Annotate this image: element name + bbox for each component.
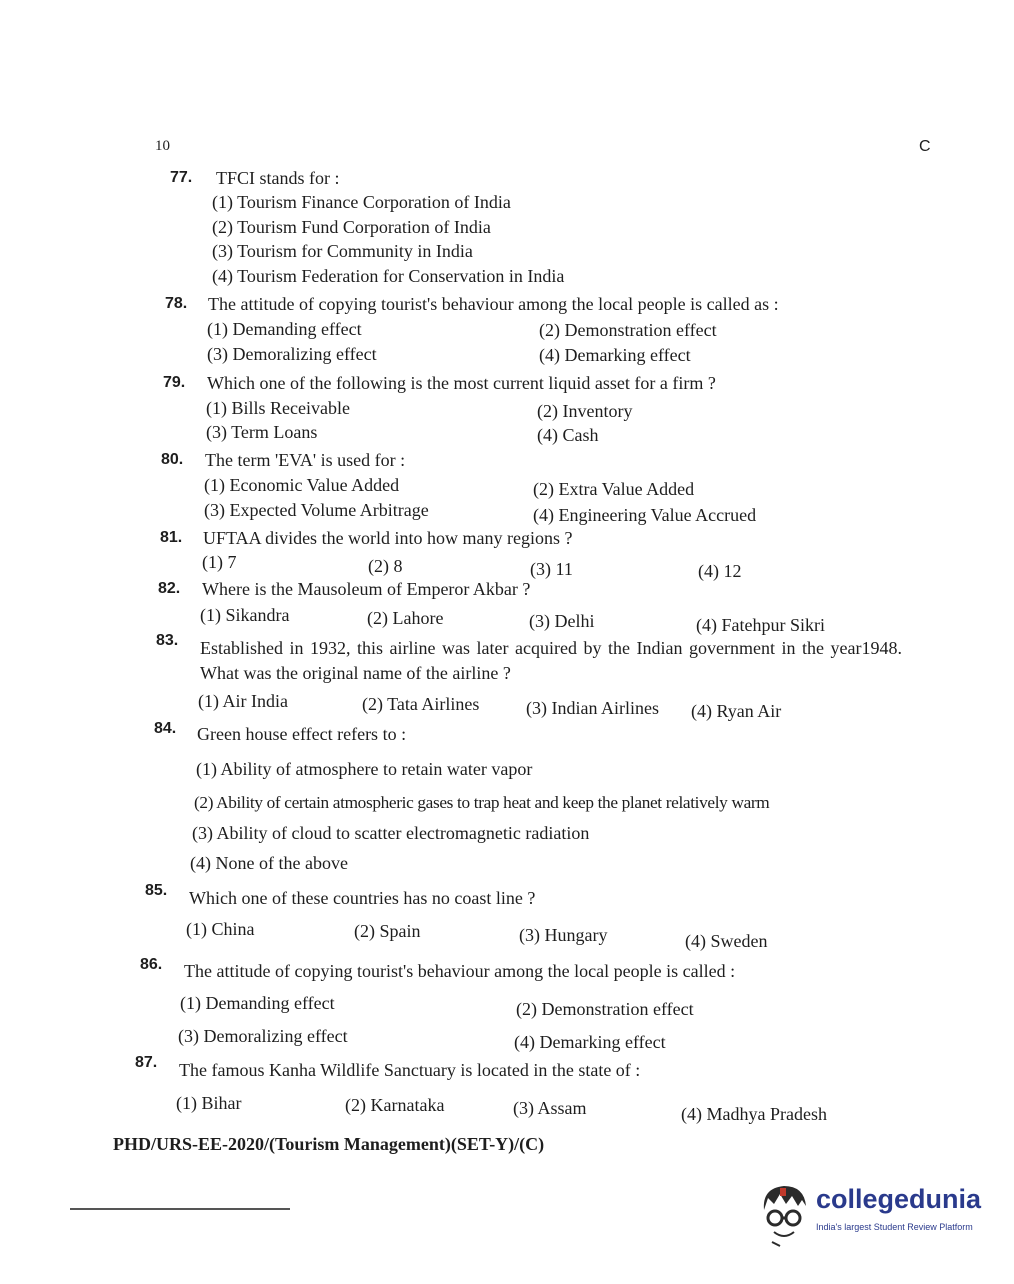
option-3: (3) Demoralizing effect [178,1026,348,1046]
question-stem: Green house effect refers to : [197,724,407,744]
question-number: 80. [161,451,184,468]
question-77 [170,167,870,287]
option-4: (4) Engineering Value Accrued [533,505,757,525]
question-80 [161,449,881,529]
option-2: (2) Tourism Fund Corporation of India [212,217,491,237]
option-4: (4) Demarking effect [539,345,691,365]
option-3: (3) Term Loans [206,422,318,442]
question-number: 81. [160,529,183,546]
set-code: C [919,138,931,155]
question-stem: UFTAA divides the world into how many regions ? [203,528,573,548]
option-2: (2) Inventory [537,401,633,421]
option-2: (2) Ability of certain atmospheric gases to trap heat and keep the planet relatively warm [194,793,770,812]
question-number: 77. [170,169,193,186]
option-1: (1) Tourism Finance Corporation of India [212,192,511,212]
collegedunia-logo [758,1180,988,1250]
option-4: (4) None of the above [190,853,348,873]
page-number: 10 [155,138,170,154]
question-stem: TFCI stands for : [216,168,340,188]
option-3: (3) Demoralizing effect [207,344,377,364]
question-stem: The attitude of copying tourist's behaviour among the local people is called : [184,961,736,981]
question-85 [145,880,865,950]
question-87 [135,1052,865,1127]
option-1: (1) 7 [202,552,237,572]
question-stem: Which one of these countries has no coast line ? [189,888,536,908]
option-4: (4) Tourism Federation for Conservation in India [212,266,565,286]
question-stem: Which one of the following is the most current liquid asset for a firm ? [207,373,716,393]
question-stem: The attitude of copying tourist's behaviour among the local people is called as : [208,294,779,314]
footer-divider [70,1208,290,1210]
question-82 [158,578,878,636]
question-83 [156,630,906,725]
option-1: (1) Sikandra [200,605,290,625]
question-number: 85. [145,882,168,899]
option-2: (2) 8 [368,556,403,576]
option-2: (2) Demonstration effect [539,320,717,340]
option-4: (4) 12 [698,561,742,581]
question-stem: The famous Kanha Wildlife Sanctuary is located in the state of : [179,1060,641,1080]
logo-brand-text: collegedunia [816,1184,982,1214]
option-4: (4) Cash [537,425,599,445]
option-3: (3) Assam [513,1098,587,1118]
question-number: 83. [156,632,179,649]
question-84 [154,718,874,873]
question-81 [160,527,880,582]
option-2: (2) Demonstration effect [516,999,694,1019]
question-number: 87. [135,1054,158,1071]
question-stem: Where is the Mausoleum of Emperor Akbar ? [202,579,531,599]
option-2: (2) Lahore [367,608,444,628]
option-4: (4) Demarking effect [514,1032,666,1052]
option-4: (4) Ryan Air [691,701,782,721]
student-mascot-icon [758,1180,814,1250]
option-1: (1) Bills Receivable [206,398,350,418]
question-number: 79. [163,374,186,391]
option-3: (3) Delhi [529,611,595,631]
option-3: (3) Ability of cloud to scatter electromagnetic radiation [192,823,590,843]
option-3: (3) 11 [530,559,573,579]
question-stem: The term 'EVA' is used for : [205,450,406,470]
option-1: (1) Ability of atmosphere to retain water vapor [196,759,533,779]
option-4: (4) Fatehpur Sikri [696,615,825,635]
question-86 [140,954,860,1054]
option-2: (2) Karnataka [345,1095,445,1115]
question-number: 84. [154,720,177,737]
option-2: (2) Extra Value Added [533,479,695,499]
option-1: (1) Economic Value Added [204,475,400,495]
question-79 [163,372,883,452]
option-3: (3) Hungary [519,925,608,945]
question-number: 86. [140,956,163,973]
option-1: (1) Bihar [176,1093,242,1113]
question-number: 82. [158,580,181,597]
option-1: (1) Air India [198,691,288,711]
option-2: (2) Spain [354,921,421,941]
option-1: (1) Demanding effect [180,993,335,1013]
exam-footer-code: PHD/URS-EE-2020/(Tourism Management)(SET-Y)/(C) [113,1134,545,1154]
option-1: (1) China [186,919,255,939]
option-3: (3) Expected Volume Arbitrage [204,500,429,520]
option-4: (4) Sweden [685,931,768,951]
option-3: (3) Tourism for Community in India [212,241,473,261]
option-4: (4) Madhya Pradesh [681,1104,827,1124]
option-3: (3) Indian Airlines [526,698,659,718]
logo-tagline: India's largest Student Review Platform [816,1222,973,1232]
option-2: (2) Tata Airlines [362,694,480,714]
question-stem: Established in 1932, this airline was later acquired by the Indian government in the year1948. What was the original name of the airline ? [200,638,902,683]
question-number: 78. [165,295,188,312]
question-78 [165,293,885,373]
option-1: (1) Demanding effect [207,319,362,339]
